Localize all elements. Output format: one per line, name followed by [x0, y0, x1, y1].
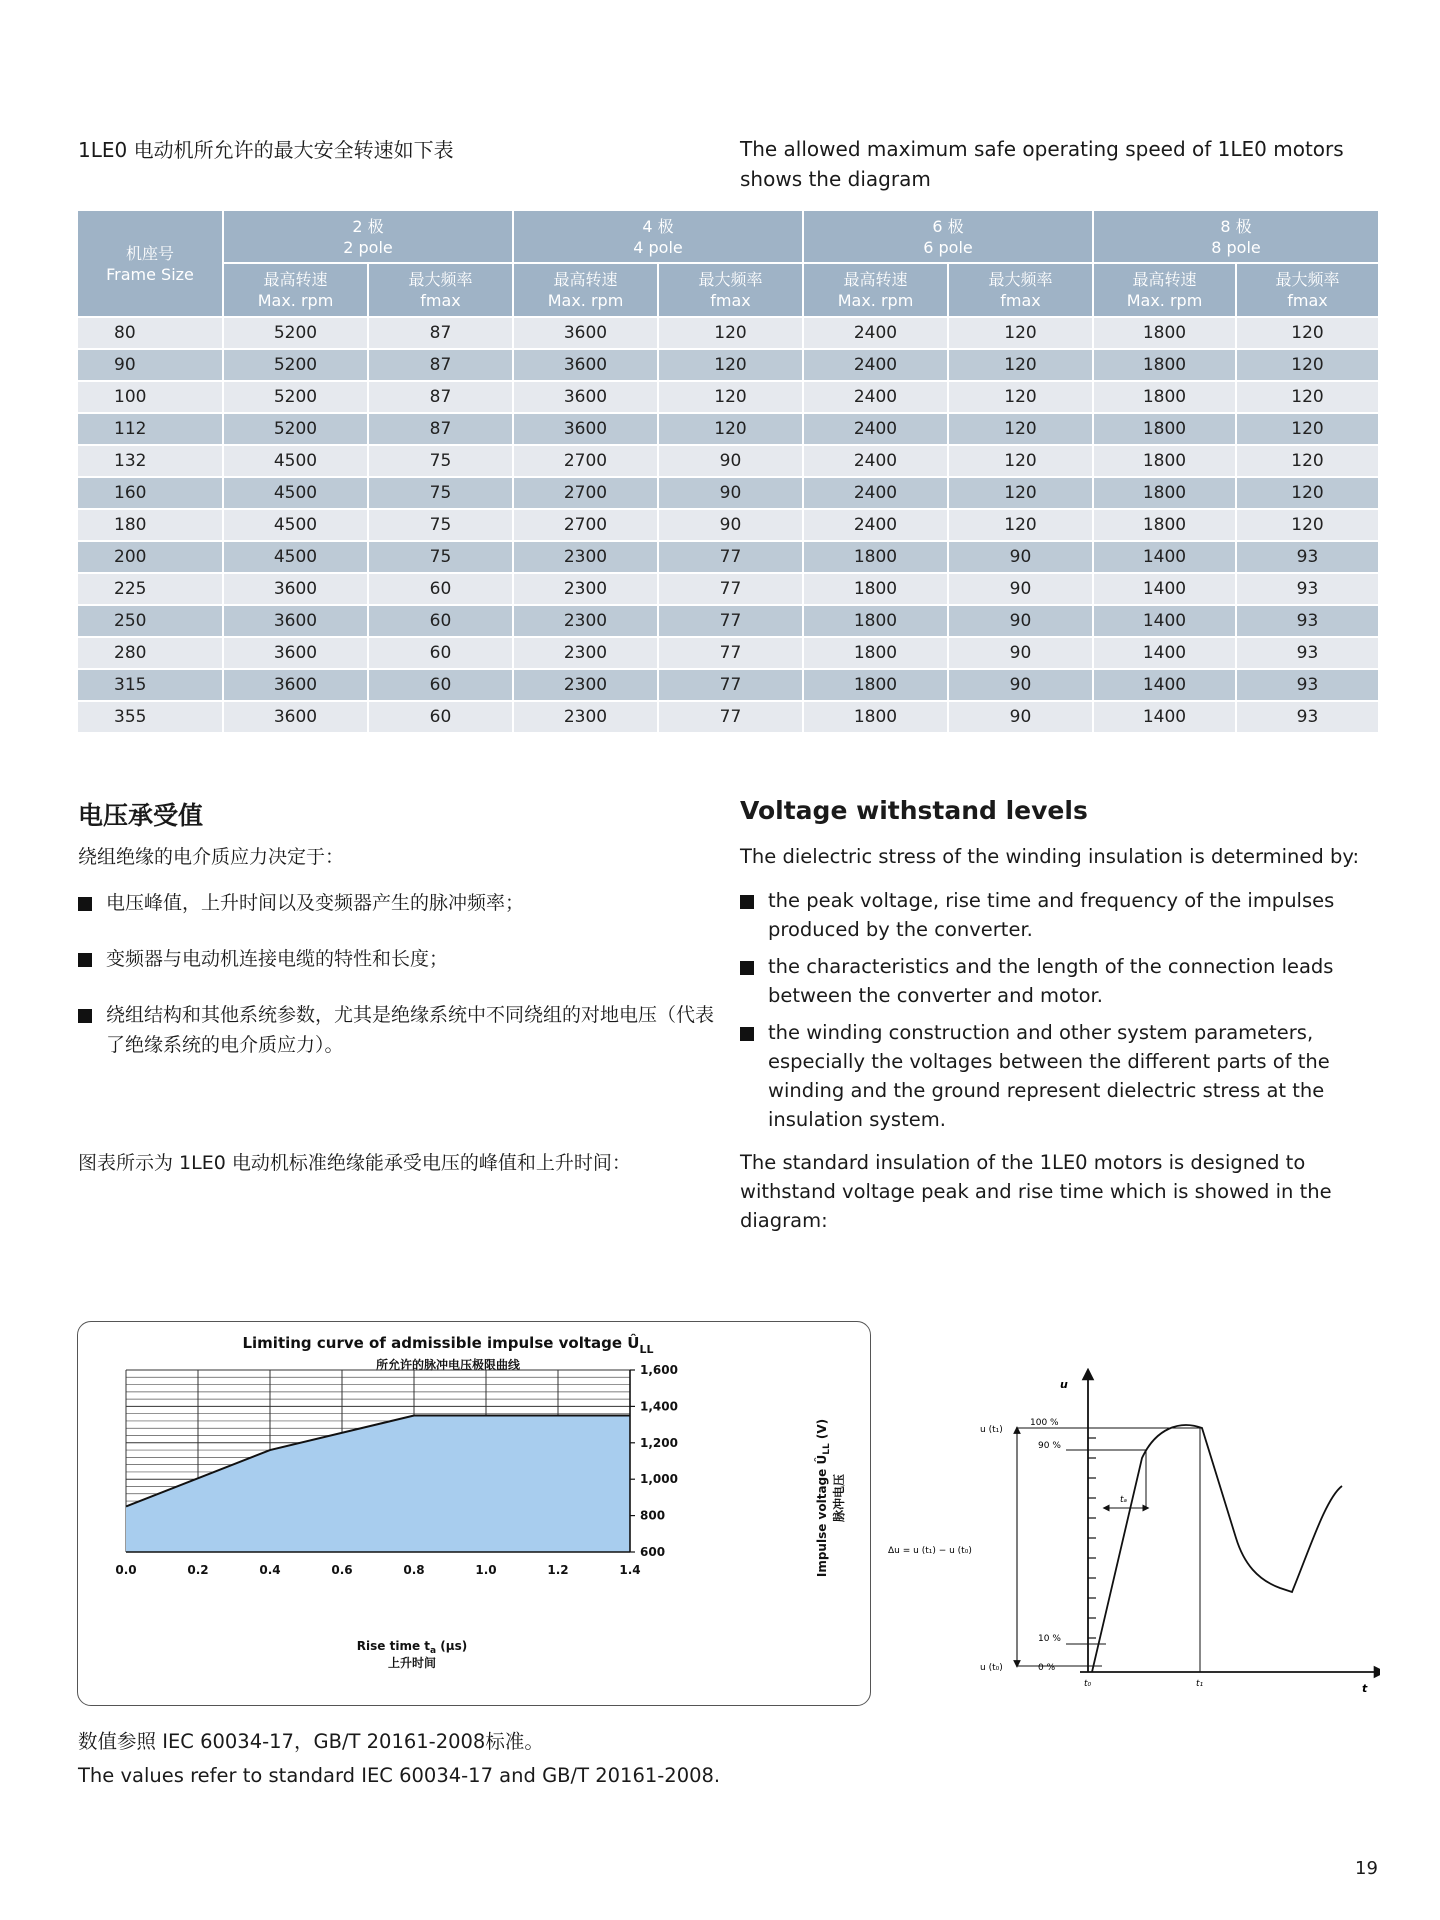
table-row [77, 637, 1379, 669]
max-rpm-header: 最高转速 Max. rpm [223, 263, 368, 317]
y-tick-label: 1,000 [640, 1472, 678, 1487]
table-cell: 2300 [513, 605, 658, 637]
table-cell: 1800 [803, 605, 948, 637]
ta-label: tₐ [1120, 1495, 1128, 1505]
table-cell: 5200 [223, 317, 368, 349]
table-cell: 90 [658, 445, 803, 477]
table-cell: 3600 [223, 669, 368, 701]
table-cell: 60 [368, 637, 513, 669]
table-cell: 1800 [1093, 381, 1236, 413]
table-cell: 1800 [1093, 349, 1236, 381]
table-cell: 1800 [1093, 509, 1236, 541]
section-title-en: Voltage withstand levels [740, 796, 1088, 825]
table-cell: 90 [948, 541, 1093, 573]
pct-100-label: 100 % [1030, 1418, 1059, 1428]
table-cell: 75 [368, 509, 513, 541]
table-cell: 3600 [513, 381, 658, 413]
table-cell: 2700 [513, 509, 658, 541]
t1-label: t₁ [1196, 1679, 1204, 1689]
frame-size-cell: 355 [77, 701, 223, 733]
table-cell: 1400 [1093, 541, 1236, 573]
table-cell: 1800 [1093, 413, 1236, 445]
table-cell: 2400 [803, 349, 948, 381]
table-cell: 1400 [1093, 637, 1236, 669]
table-cell: 1800 [803, 541, 948, 573]
frame-size-cell: 90 [77, 349, 223, 381]
table-cell: 2400 [803, 317, 948, 349]
frame-size-cell: 225 [77, 573, 223, 605]
table-cell: 120 [658, 413, 803, 445]
table-cell: 2700 [513, 445, 658, 477]
table-cell: 3600 [513, 317, 658, 349]
table-row [77, 669, 1379, 701]
frame-size-header: 机座号 Frame Size [77, 210, 223, 317]
x-tick-label: 0.6 [331, 1563, 353, 1577]
table-cell: 77 [658, 541, 803, 573]
table-cell: 2400 [803, 509, 948, 541]
footnote-en: The values refer to standard IEC 60034-17 and GB/T 20161-2008. [78, 1764, 721, 1787]
bullet-cn: 变频器与电动机连接电缆的特性和长度； [78, 944, 718, 974]
fmax-header: 最大频率 fmax [658, 263, 803, 317]
table-cell: 5200 [223, 349, 368, 381]
u-t1-label: u (t₁) [980, 1425, 1003, 1435]
limit-area [126, 1416, 630, 1553]
table-cell: 120 [948, 509, 1093, 541]
closing-en: The standard insulation of the 1LE0 motors is designed to withstand voltage peak and rise time which is showed in the diagram: [740, 1151, 1332, 1232]
bullet-cn: 绕组结构和其他系统参数，尤其是绝缘系统中不同绕组的对地电压（代表了绝缘系统的电介质应力）。 [78, 1000, 718, 1060]
table-cell: 90 [948, 573, 1093, 605]
table-row [77, 701, 1379, 733]
table-cell: 2300 [513, 541, 658, 573]
y-tick-label: 1,200 [640, 1435, 678, 1450]
pct-0-label: 0 % [1038, 1663, 1056, 1673]
y-axis-ticks [1088, 1438, 1096, 1638]
bullet-cn: 电压峰值，上升时间以及变频器产生的脉冲频率； [78, 888, 718, 918]
table-cell: 77 [658, 637, 803, 669]
x-tick-label: 1.4 [619, 1563, 641, 1577]
table-cell: 1800 [803, 637, 948, 669]
footnote-cn: 数值参照 IEC 60034-17，GB/T 20161-2008标准。 [78, 1730, 544, 1753]
table-cell: 2300 [513, 573, 658, 605]
table-cell: 120 [948, 317, 1093, 349]
table-cell: 1800 [1093, 317, 1236, 349]
table-row [77, 573, 1379, 605]
table-cell: 1800 [803, 669, 948, 701]
table-cell: 60 [368, 573, 513, 605]
table-cell: 120 [1236, 413, 1379, 445]
frame-size-cell: 280 [77, 637, 223, 669]
table-cell: 77 [658, 605, 803, 637]
table-cell: 4500 [223, 477, 368, 509]
frame-size-cell: 80 [77, 317, 223, 349]
table-cell: 2400 [803, 477, 948, 509]
table-cell: 120 [948, 477, 1093, 509]
table-cell: 120 [658, 317, 803, 349]
table-cell: 3600 [223, 701, 368, 733]
table-cell: 120 [948, 381, 1093, 413]
table-cell: 93 [1236, 701, 1379, 733]
table-cell: 1800 [1093, 477, 1236, 509]
x-tick-label: 0.0 [115, 1563, 137, 1577]
table-cell: 3600 [223, 637, 368, 669]
bullet-en: the winding construction and other system parameters, especially the voltages between the different parts of the winding and the ground represent dielectric stress at the insulation system. [740, 1018, 1340, 1134]
fmax-header: 最大频率 fmax [368, 263, 513, 317]
table-cell: 120 [1236, 509, 1379, 541]
chart-subtitle: 所允许的脉冲电压极限曲线 [375, 1358, 521, 1372]
pole-header-6: 6 极 6 pole [803, 210, 1093, 263]
bullet-list-en [740, 886, 1340, 1134]
max-rpm-header: 最高转速 Max. rpm [1093, 263, 1236, 317]
table-cell: 1800 [803, 573, 948, 605]
table-cell: 90 [948, 637, 1093, 669]
table-cell: 75 [368, 445, 513, 477]
frame-size-cell: 250 [77, 605, 223, 637]
table-cell: 93 [1236, 541, 1379, 573]
t-axis-label: t [1362, 1682, 1368, 1695]
table-cell: 77 [658, 573, 803, 605]
frame-size-cell: 315 [77, 669, 223, 701]
table-cell: 75 [368, 541, 513, 573]
intro-cn: 1LE0 电动机所允许的最大安全转速如下表 [78, 138, 454, 162]
table-cell: 120 [1236, 445, 1379, 477]
table-cell: 120 [658, 349, 803, 381]
table-row [77, 317, 1379, 349]
table-cell: 1800 [803, 701, 948, 733]
section-title-cn: 电压承受值 [78, 801, 204, 830]
footnote [78, 1725, 720, 1793]
impulse-voltage-chart-svg [78, 1322, 870, 1705]
table-cell: 5200 [223, 413, 368, 445]
table-cell: 93 [1236, 605, 1379, 637]
table-cell: 60 [368, 701, 513, 733]
table-cell: 87 [368, 381, 513, 413]
bullet-en: the peak voltage, rise time and frequency of the impulses produced by the converter. [740, 886, 1340, 944]
fmax-header: 最大频率 fmax [1236, 263, 1379, 317]
table-cell: 87 [368, 317, 513, 349]
frame-size-cell: 100 [77, 381, 223, 413]
table-cell: 3600 [513, 413, 658, 445]
max-rpm-header: 最高转速 Max. rpm [803, 263, 948, 317]
x-tick-label: 0.8 [403, 1563, 425, 1577]
delta-u-label: Δu = u (t₁) − u (t₀) [888, 1546, 972, 1556]
table-cell: 2700 [513, 477, 658, 509]
table-cell: 77 [658, 701, 803, 733]
page-number: 19 [1355, 1858, 1378, 1879]
table-cell: 120 [1236, 349, 1379, 381]
y-tick-label: 1,600 [640, 1363, 678, 1377]
impulse-waveform-diagram [880, 1368, 1380, 1698]
pole-header-8: 8 极 8 pole [1093, 210, 1379, 263]
table-cell: 120 [658, 381, 803, 413]
table-row [77, 413, 1379, 445]
table-cell: 2400 [803, 381, 948, 413]
pole-header-4: 4 极 4 pole [513, 210, 803, 263]
frame-size-cell: 160 [77, 477, 223, 509]
chart-area [126, 1416, 630, 1553]
intro-en: The allowed maximum safe operating speed of 1LE0 motors shows the diagram [740, 137, 1344, 191]
pct-90-label: 90 % [1038, 1441, 1061, 1451]
lead-en: The dielectric stress of the winding insulation is determined by: [740, 845, 1360, 868]
impulse-waveform-svg [880, 1368, 1380, 1698]
table-cell: 1800 [1093, 445, 1236, 477]
table-cell: 93 [1236, 637, 1379, 669]
table-cell: 90 [948, 701, 1093, 733]
table-row [77, 445, 1379, 477]
table-cell: 1400 [1093, 573, 1236, 605]
table-cell: 87 [368, 349, 513, 381]
table-cell: 77 [658, 669, 803, 701]
bullet-en: the characteristics and the length of the connection leads between the converter and motor. [740, 952, 1340, 1010]
x-tick-label: 0.2 [187, 1563, 209, 1577]
table-row [77, 541, 1379, 573]
table-cell: 1400 [1093, 605, 1236, 637]
max-rpm-header: 最高转速 Max. rpm [513, 263, 658, 317]
u-axis-label: u [1060, 1378, 1068, 1391]
x-axis-label: Rise time $t_a$ (µs) [356, 1639, 468, 1656]
x-tick-label: 1.2 [547, 1563, 569, 1577]
table-cell: 2400 [803, 445, 948, 477]
closing-cn: 图表所示为 1LE0 电动机标准绝缘能承受电压的峰值和上升时间： [78, 1152, 631, 1174]
table-cell: 120 [1236, 477, 1379, 509]
bullet-list-cn [78, 888, 718, 1060]
speed-table [76, 209, 1380, 734]
table-cell: 120 [1236, 381, 1379, 413]
table-cell: 3600 [513, 349, 658, 381]
table-cell: 1400 [1093, 701, 1236, 733]
impulse-voltage-chart [77, 1321, 871, 1706]
table-cell: 2300 [513, 701, 658, 733]
table-cell: 120 [948, 445, 1093, 477]
frame-size-cell: 200 [77, 541, 223, 573]
table-cell: 4500 [223, 509, 368, 541]
table-row [77, 605, 1379, 637]
y-tick-label: 1,400 [640, 1399, 678, 1414]
table-row [77, 477, 1379, 509]
table-cell: 2300 [513, 637, 658, 669]
y-axis-label-cn: 脉冲电压 [832, 1473, 846, 1523]
table-cell: 3600 [223, 573, 368, 605]
table-cell: 4500 [223, 541, 368, 573]
table-cell: 120 [948, 349, 1093, 381]
pole-header-2: 2 极 2 pole [223, 210, 513, 263]
y-axis-label: Impulse voltage $Û_{LL}$ (V) [815, 1418, 832, 1578]
table-cell: 5200 [223, 381, 368, 413]
table-row [77, 509, 1379, 541]
table-cell: 60 [368, 669, 513, 701]
y-tick-label: 600 [640, 1545, 666, 1559]
table-cell: 75 [368, 477, 513, 509]
u-t0-label: u (t₀) [980, 1663, 1003, 1673]
table-cell: 93 [1236, 669, 1379, 701]
x-axis-label-cn: 上升时间 [387, 1656, 437, 1670]
table-cell: 90 [948, 669, 1093, 701]
table-row [77, 381, 1379, 413]
table-cell: 93 [1236, 573, 1379, 605]
table-cell: 120 [1236, 317, 1379, 349]
y-tick-label: 800 [640, 1508, 666, 1523]
pct-10-label: 10 % [1038, 1634, 1061, 1644]
table-cell: 2300 [513, 669, 658, 701]
lead-cn: 绕组绝缘的电介质应力决定于： [78, 846, 345, 868]
table-cell: 120 [948, 413, 1093, 445]
table-row [77, 349, 1379, 381]
waveform-curve [1092, 1425, 1342, 1672]
table-cell: 3600 [223, 605, 368, 637]
x-tick-label: 1.0 [475, 1563, 497, 1577]
table-cell: 87 [368, 413, 513, 445]
table-cell: 4500 [223, 445, 368, 477]
table-cell: 90 [658, 477, 803, 509]
table-cell: 90 [948, 605, 1093, 637]
frame-size-cell: 132 [77, 445, 223, 477]
table-cell: 60 [368, 605, 513, 637]
frame-size-cell: 180 [77, 509, 223, 541]
frame-size-cell: 112 [77, 413, 223, 445]
table-cell: 90 [658, 509, 803, 541]
table-cell: 2400 [803, 413, 948, 445]
fmax-header: 最大频率 fmax [948, 263, 1093, 317]
table-cell: 1400 [1093, 669, 1236, 701]
x-tick-label: 0.4 [259, 1563, 281, 1577]
t0-label: t₀ [1084, 1679, 1092, 1689]
chart-title: Limiting curve of admissible impulse voltage $Û_{LL}$ [242, 1334, 654, 1356]
